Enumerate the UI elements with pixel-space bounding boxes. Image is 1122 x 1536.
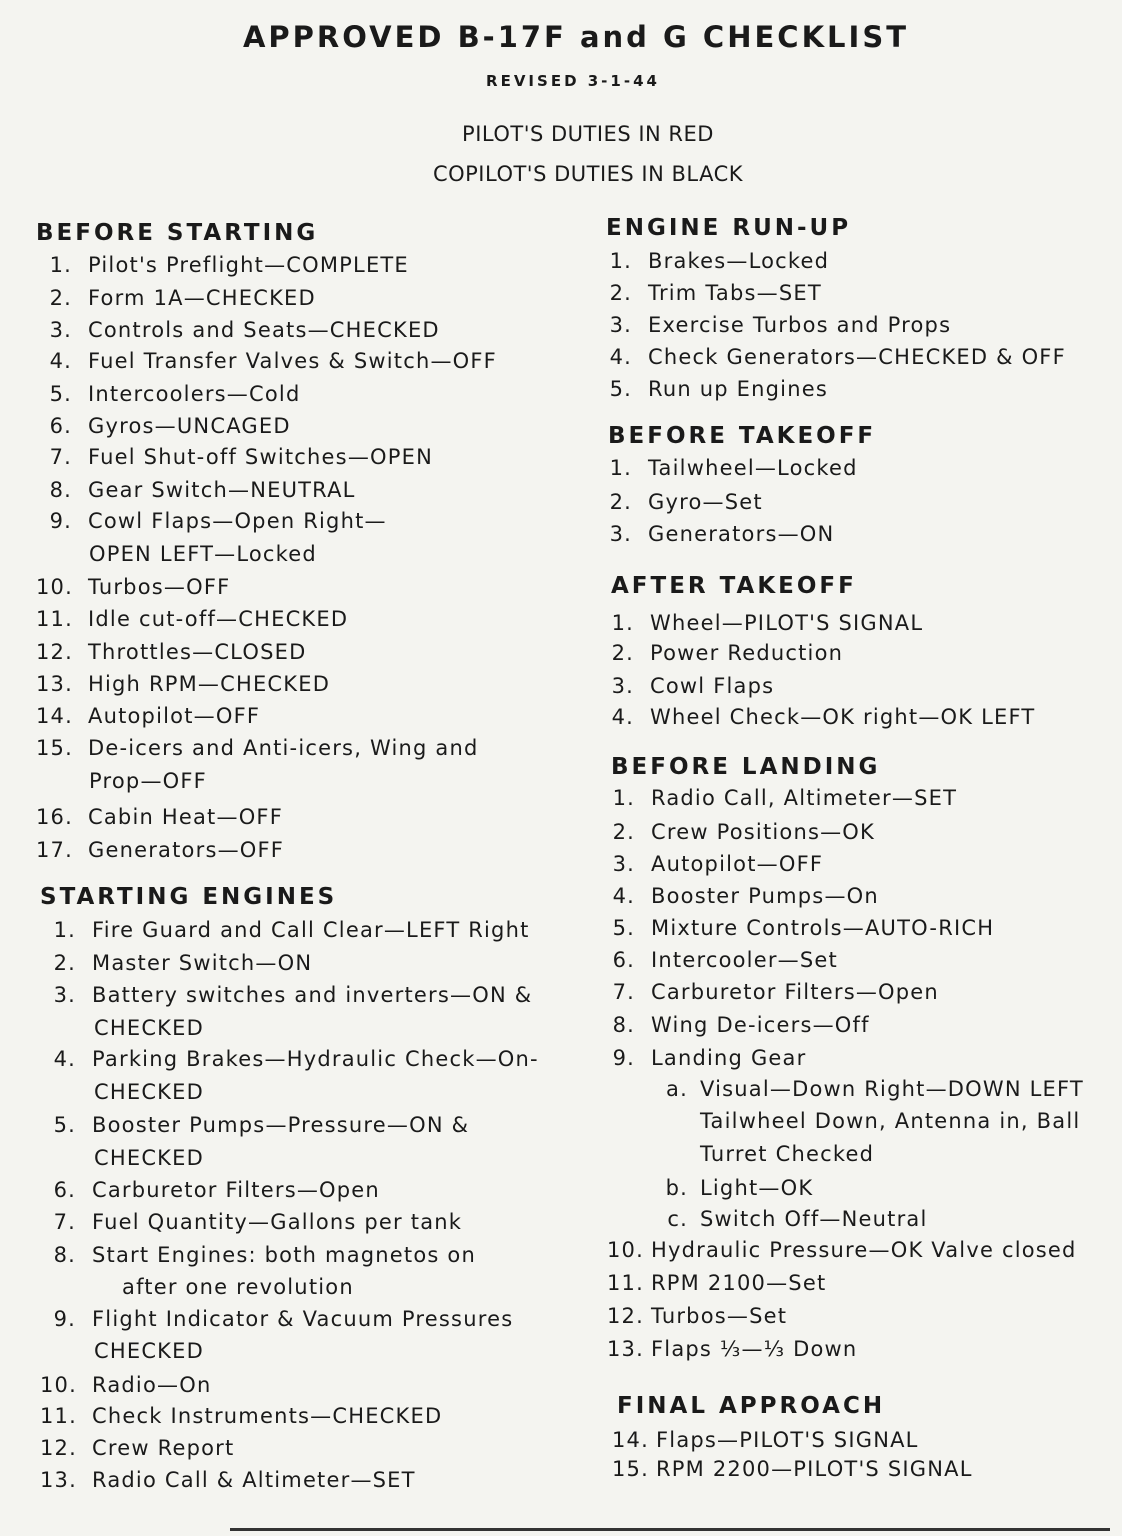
item-number: 2. [53, 951, 76, 975]
item-text: Generators—OFF [88, 838, 285, 862]
item-text: Carburetor Filters—Open [651, 980, 939, 1004]
checklist-item [604, 377, 828, 401]
checklist-item [604, 456, 858, 480]
item-number: 2. [612, 820, 635, 844]
item-text: Intercooler—Set [651, 948, 838, 972]
checklist-item [36, 318, 440, 342]
item-number: 17. [36, 838, 73, 862]
checklist-item [606, 641, 843, 665]
pilot-duties-note: PILOT'S DUTIES IN RED [462, 122, 714, 146]
item-number: 7. [53, 1210, 76, 1234]
item-text: RPM 2200—PILOT'S SIGNAL [656, 1457, 973, 1481]
item-number: 13. [607, 1337, 644, 1361]
item-number: 16. [36, 805, 73, 829]
item-text: Wheel Check—OK right—OK LEFT [650, 705, 1036, 729]
item-text: Gyro—Set [648, 490, 763, 514]
checklist-sub-item [660, 1077, 1084, 1101]
item-number: 9. [49, 509, 72, 533]
checklist-item [607, 1013, 870, 1037]
item-text: Flaps—PILOT'S SIGNAL [656, 1428, 919, 1452]
checklist-item [36, 478, 356, 502]
checklist-item [40, 1113, 469, 1137]
checklist-item [40, 1373, 211, 1397]
checklist-item [606, 611, 923, 635]
item-text: RPM 2100—Set [651, 1271, 827, 1295]
item-text: Parking Brakes—Hydraulic Check—On- [92, 1047, 539, 1071]
item-number: 5. [49, 382, 72, 406]
item-number: 11. [607, 1271, 644, 1295]
item-number: 12. [36, 640, 73, 664]
item-text: Flaps ⅓—⅓ Down [651, 1337, 858, 1361]
bottom-rule [230, 1528, 1110, 1531]
checklist-item [604, 522, 834, 546]
item-number: 9. [53, 1307, 76, 1331]
item-number: 14. [36, 704, 73, 728]
item-number: 7. [612, 980, 635, 1004]
item-continuation: Tailwheel Down, Antenna in, Ball [700, 1109, 1081, 1133]
checklist-item [604, 345, 1066, 369]
item-number: 2. [609, 281, 632, 305]
item-text: Run up Engines [648, 377, 828, 401]
section-title-before-takeoff: BEFORE TAKEOFF [608, 423, 877, 449]
item-text: High RPM—CHECKED [88, 672, 331, 696]
item-number: c. [667, 1207, 688, 1231]
item-number: 2. [611, 641, 634, 665]
checklist-item [606, 705, 1035, 729]
item-text: Gear Switch—NEUTRAL [88, 478, 356, 502]
item-number: 3. [609, 522, 632, 546]
item-text: Mixture Controls—AUTO-RICH [651, 916, 995, 940]
checklist-item [607, 1271, 826, 1295]
checklist-item [40, 918, 530, 942]
item-text: Master Switch—ON [92, 951, 313, 975]
checklist-sub-item [660, 1207, 928, 1231]
item-text: Crew Report [92, 1436, 235, 1460]
item-number: 5. [53, 1113, 76, 1137]
item-continuation: Prop—OFF [89, 769, 207, 793]
item-text: Pilot's Preflight—COMPLETE [88, 253, 409, 277]
item-number: 12. [40, 1436, 77, 1460]
checklist-item [36, 838, 284, 862]
item-number: 6. [612, 948, 635, 972]
checklist-item [36, 286, 316, 310]
item-text: Autopilot—OFF [88, 704, 261, 728]
section-title-before-starting: BEFORE STARTING [36, 220, 319, 246]
item-number: 3. [49, 318, 72, 342]
item-text: Autopilot—OFF [651, 852, 824, 876]
item-text: Visual—Down Right—DOWN LEFT [700, 1077, 1084, 1101]
item-text: Landing Gear [651, 1046, 807, 1070]
item-text: Form 1A—CHECKED [88, 286, 316, 310]
item-text: Fire Guard and Call Clear—LEFT Right [92, 918, 530, 942]
item-text: Trim Tabs—SET [648, 281, 822, 305]
item-text: Flight Indicator & Vacuum Pressures [92, 1307, 514, 1331]
item-number: 8. [49, 478, 72, 502]
checklist-item [36, 575, 230, 599]
section-title-final-approach: FINAL APPROACH [617, 1393, 886, 1419]
item-number: 3. [611, 674, 634, 698]
section-title-before-landing: BEFORE LANDING [611, 754, 881, 780]
item-text: Turbos—Set [651, 1304, 788, 1328]
item-number: b. [665, 1176, 688, 1200]
item-number: 3. [612, 852, 635, 876]
item-text: Intercoolers—Cold [88, 382, 301, 406]
item-text: Turbos—OFF [88, 575, 231, 599]
item-text: Tailwheel—Locked [648, 456, 858, 480]
item-number: 1. [612, 786, 635, 810]
item-number: 1. [611, 611, 634, 635]
item-text: Crew Positions—OK [651, 820, 876, 844]
item-text: Booster Pumps—On [651, 884, 879, 908]
section-title-starting-engines: STARTING ENGINES [40, 884, 338, 910]
item-number: 1. [609, 249, 632, 273]
checklist-item [607, 1304, 787, 1328]
item-text: Check Instruments—CHECKED [92, 1404, 443, 1428]
checklist-item [36, 736, 479, 760]
item-text: De-icers and Anti-icers, Wing and [88, 736, 479, 760]
item-text: Radio—On [92, 1373, 212, 1397]
checklist-item [36, 349, 497, 373]
item-text: Wing De-icers—Off [651, 1013, 870, 1037]
checklist-item [607, 916, 994, 940]
item-number: 6. [53, 1178, 76, 1202]
item-number: 4. [49, 349, 72, 373]
item-text: Gyros—UNCAGED [88, 414, 291, 438]
checklist-item [612, 1428, 919, 1452]
item-continuation: CHECKED [94, 1016, 204, 1040]
item-number: 10. [607, 1238, 644, 1262]
item-text: Throttles—CLOSED [88, 640, 307, 664]
item-number: 15. [612, 1457, 649, 1481]
item-text: Fuel Transfer Valves & Switch—OFF [88, 349, 497, 373]
item-number: 3. [609, 313, 632, 337]
item-number: 15. [36, 736, 73, 760]
checklist-item [607, 1046, 806, 1070]
checklist-item [36, 704, 260, 728]
item-text: Cowl Flaps—Open Right— [88, 509, 387, 533]
section-title-engine-run-up: ENGINE RUN-UP [606, 215, 852, 241]
item-text: Idle cut-off—CHECKED [88, 607, 349, 631]
item-continuation: CHECKED [94, 1146, 204, 1170]
item-number: 11. [36, 607, 73, 631]
item-number: 14. [612, 1428, 649, 1452]
checklist-item [36, 414, 291, 438]
item-text: Light—OK [700, 1176, 814, 1200]
checklist-item [607, 852, 823, 876]
checklist-item [40, 1404, 442, 1428]
item-number: 4. [53, 1047, 76, 1071]
item-text: Brakes—Locked [648, 249, 830, 273]
item-number: 10. [36, 575, 73, 599]
item-continuation: CHECKED [94, 1080, 204, 1104]
checklist-item [40, 951, 312, 975]
item-number: 3. [53, 983, 76, 1007]
checklist-item [604, 490, 763, 514]
item-number: 5. [612, 916, 635, 940]
item-number: 13. [36, 672, 73, 696]
item-number: 7. [49, 445, 72, 469]
item-text: Check Generators—CHECKED & OFF [648, 345, 1066, 369]
item-text: Booster Pumps—Pressure—ON & [92, 1113, 470, 1137]
item-number: 4. [609, 345, 632, 369]
checklist-item [36, 253, 409, 277]
checklist-item [36, 672, 330, 696]
item-text: Switch Off—Neutral [700, 1207, 928, 1231]
checklist-item [40, 1210, 462, 1234]
checklist-item [40, 1178, 380, 1202]
item-text: Fuel Shut-off Switches—OPEN [88, 445, 433, 469]
item-continuation: CHECKED [94, 1339, 204, 1363]
item-text: Start Engines: both magnetos on [92, 1243, 476, 1267]
item-number: a. [666, 1077, 688, 1101]
item-text: Power Reduction [650, 641, 844, 665]
item-text: Exercise Turbos and Props [648, 313, 952, 337]
section-title-after-takeoff: AFTER TAKEOFF [611, 573, 857, 599]
item-number: 1. [609, 456, 632, 480]
item-number: 2. [609, 490, 632, 514]
checklist-item [607, 980, 939, 1004]
checklist-item [36, 382, 300, 406]
checklist-item [36, 607, 348, 631]
item-text: Cabin Heat—OFF [88, 805, 283, 829]
item-text: Radio Call & Altimeter—SET [92, 1468, 416, 1492]
checklist-item [40, 1468, 416, 1492]
checklist-item [607, 884, 879, 908]
item-number: 9. [612, 1046, 635, 1070]
checklist-item [40, 1436, 234, 1460]
item-text: Wheel—PILOT'S SIGNAL [650, 611, 924, 635]
item-number: 5. [609, 377, 632, 401]
checklist-item [604, 281, 822, 305]
checklist-item [36, 805, 283, 829]
item-text: Battery switches and inverters—ON & [92, 983, 533, 1007]
item-number: 13. [40, 1468, 77, 1492]
document-title: APPROVED B-17F and G CHECKLIST [242, 20, 909, 54]
item-number: 4. [612, 884, 635, 908]
copilot-duties-note: COPILOT'S DUTIES IN BLACK [432, 162, 744, 186]
item-continuation: OPEN LEFT—Locked [89, 542, 317, 566]
checklist-item [40, 1047, 539, 1071]
item-text: Controls and Seats—CHECKED [88, 318, 440, 342]
checklist-item [607, 1337, 857, 1361]
checklist-item [607, 1238, 1077, 1262]
item-text: Cowl Flaps [650, 674, 775, 698]
item-number: 4. [611, 705, 634, 729]
item-number: 1. [49, 253, 72, 277]
checklist-item [604, 249, 829, 273]
checklist-item [40, 983, 532, 1007]
item-number: 10. [40, 1373, 77, 1397]
item-text: Generators—ON [648, 522, 835, 546]
checklist-item [607, 820, 875, 844]
checklist-item [40, 1243, 476, 1267]
item-text: Carburetor Filters—Open [92, 1178, 380, 1202]
item-text: Fuel Quantity—Gallons per tank [92, 1210, 463, 1234]
item-number: 8. [53, 1243, 76, 1267]
checklist-item [36, 509, 387, 533]
item-continuation: Turret Checked [700, 1142, 875, 1166]
checklist-item [36, 445, 433, 469]
item-number: 2. [49, 286, 72, 310]
checklist-item [36, 640, 306, 664]
checklist-sub-item [660, 1176, 813, 1200]
item-continuation: after one revolution [122, 1275, 354, 1299]
item-text: Hydraulic Pressure—OK Valve closed [651, 1238, 1077, 1262]
checklist-item [612, 1457, 973, 1481]
checklist-item [607, 786, 957, 810]
item-number: 11. [40, 1404, 77, 1428]
revision-date: REVISED 3-1-44 [486, 72, 660, 90]
item-number: 8. [612, 1013, 635, 1037]
item-number: 6. [49, 414, 72, 438]
checklist-item [604, 313, 951, 337]
item-number: 1. [53, 918, 76, 942]
checklist-item [607, 948, 838, 972]
checklist-item [40, 1307, 513, 1331]
item-number: 12. [607, 1304, 644, 1328]
item-text: Radio Call, Altimeter—SET [651, 786, 958, 810]
checklist-item [606, 674, 774, 698]
